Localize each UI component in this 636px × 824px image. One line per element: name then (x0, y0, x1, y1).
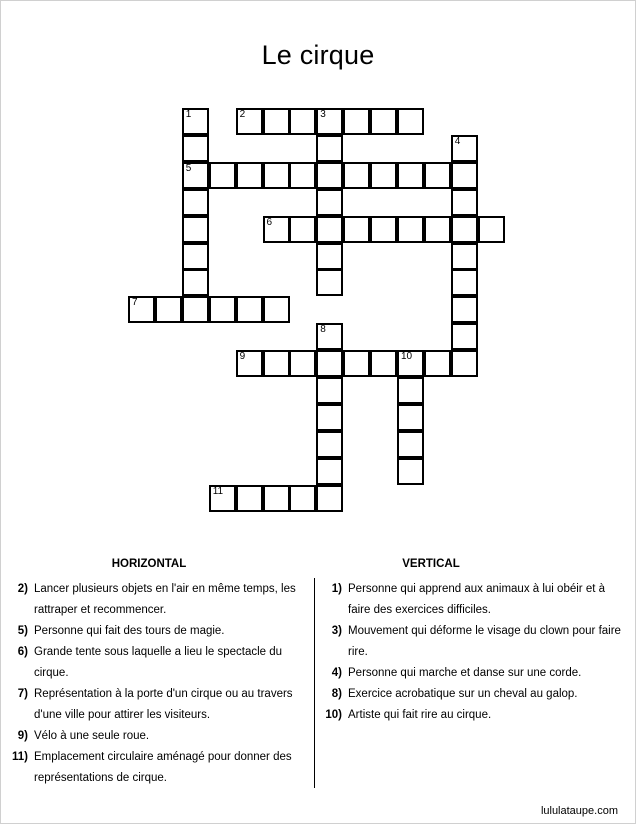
grid-cell[interactable] (316, 377, 343, 404)
clue-number: 8) (331, 688, 342, 700)
grid-cell[interactable] (316, 189, 343, 216)
grid-cell[interactable] (236, 162, 263, 189)
grid-cell[interactable] (451, 296, 478, 323)
grid-cell[interactable] (316, 108, 343, 135)
clue-text: Mouvement qui déforme le visage du clown pour faire rire. (348, 625, 621, 658)
clue-text: Personne qui fait des tours de magie. (34, 625, 225, 637)
grid-cell[interactable] (316, 458, 343, 485)
grid-cell[interactable] (236, 108, 263, 135)
clue-number-label: 5 (185, 162, 192, 174)
grid-cell[interactable] (316, 323, 343, 350)
horizontal-clues (8, 558, 313, 789)
clue-item (8, 579, 313, 621)
grid-cell[interactable] (343, 162, 370, 189)
column-divider (314, 578, 315, 788)
grid-cell[interactable] (370, 162, 397, 189)
grid-cell[interactable] (316, 243, 343, 270)
grid-cell[interactable] (397, 162, 424, 189)
grid-cell[interactable] (343, 350, 370, 377)
grid-cell[interactable] (236, 485, 263, 512)
clue-number-label: 6 (266, 216, 273, 228)
grid-cell[interactable] (397, 216, 424, 243)
clue-number-label: 3 (320, 109, 326, 120)
grid-cell[interactable] (316, 404, 343, 431)
clue-text: Personne qui apprend aux animaux à lui obéir et à faire des exercices difficiles. (348, 583, 606, 616)
clue-text: Lancer plusieurs objets en l'air en même temps, les rattraper et recommencer. (34, 583, 296, 616)
grid-cell[interactable] (316, 485, 343, 512)
grid-cell[interactable] (316, 135, 343, 162)
grid-cell[interactable] (343, 108, 370, 135)
grid-cell[interactable] (316, 350, 343, 377)
vertical-clues (322, 558, 630, 726)
grid-cell[interactable] (182, 189, 209, 216)
grid-cell[interactable] (236, 350, 263, 377)
clue-item (8, 684, 313, 726)
grid-cell[interactable] (316, 431, 343, 458)
grid-cell[interactable] (478, 216, 505, 243)
clue-text: Représentation à la porte d'un cirque ou au travers d'une ville pour attirer les visiteurs. (34, 688, 293, 721)
grid-cell[interactable] (451, 269, 478, 296)
clue-item (322, 663, 630, 684)
clue-number: 5) (17, 625, 28, 637)
clue-number: 3) (331, 625, 342, 637)
grid-cell[interactable] (263, 108, 290, 135)
clue-number: 6) (17, 646, 28, 658)
clue-text: Emplacement circulaire aménagé pour donner des représentations de cirque. (34, 751, 292, 784)
grid-cell[interactable] (397, 350, 424, 377)
grid-cell[interactable] (182, 108, 209, 135)
grid-cell[interactable] (397, 377, 424, 404)
grid-cell[interactable] (451, 216, 478, 243)
clue-number-label: 10 (401, 351, 413, 363)
clue-number-label: 4 (454, 135, 461, 147)
grid-cell[interactable] (182, 162, 209, 189)
grid-cell[interactable] (397, 458, 424, 485)
grid-cell[interactable] (155, 296, 182, 323)
grid-cell[interactable] (263, 485, 290, 512)
horizontal-heading: HORIZONTAL (111, 558, 187, 570)
grid-cell[interactable] (289, 216, 316, 243)
grid-cell[interactable] (289, 162, 316, 189)
clue-text: Grande tente sous laquelle a lieu le spectacle du cirque. (34, 646, 283, 679)
clue-text: Exercice acrobatique sur un cheval au galop. (348, 688, 578, 700)
grid-cell[interactable] (182, 135, 209, 162)
grid-cell[interactable] (343, 216, 370, 243)
grid-cell[interactable] (451, 350, 478, 377)
clue-item (322, 579, 630, 621)
clue-text: Personne qui marche et danse sur une corde. (348, 667, 582, 679)
grid-cell[interactable] (397, 431, 424, 458)
clue-number: 1) (331, 583, 342, 595)
clue-number-label: 11 (212, 485, 224, 497)
grid-cell[interactable] (451, 323, 478, 350)
clue-item (8, 621, 313, 642)
clue-number-label: 2 (239, 109, 246, 120)
grid-cell[interactable] (370, 108, 397, 135)
grid-cell[interactable] (263, 162, 290, 189)
grid-cell[interactable] (289, 485, 316, 512)
grid-cell[interactable] (182, 243, 209, 270)
grid-cell[interactable] (451, 189, 478, 216)
grid-cell[interactable] (316, 162, 343, 189)
grid-cell[interactable] (182, 269, 209, 296)
grid-cell[interactable] (316, 216, 343, 243)
grid-cell[interactable] (182, 296, 209, 323)
clue-item (8, 747, 313, 789)
clue-number-label: 7 (132, 297, 138, 309)
grid-cell[interactable] (397, 108, 424, 135)
vertical-heading: VERTICAL (402, 558, 460, 570)
grid-cell[interactable] (451, 162, 478, 189)
clue-number: 2) (17, 583, 28, 595)
grid-cell[interactable] (424, 216, 451, 243)
clue-item (8, 642, 313, 684)
grid-cell[interactable] (236, 296, 263, 323)
page-title: Le cirque (261, 40, 375, 70)
grid-cell[interactable] (370, 350, 397, 377)
clue-item (8, 726, 313, 747)
clue-number: 11) (12, 751, 28, 763)
grid-cell[interactable] (451, 243, 478, 270)
grid-cell[interactable] (289, 350, 316, 377)
clue-item (322, 684, 630, 705)
grid-cell[interactable] (263, 216, 290, 243)
grid-cell[interactable] (451, 135, 478, 162)
grid-cell[interactable] (424, 350, 451, 377)
clue-item (322, 705, 630, 726)
clue-number: 10) (325, 709, 342, 721)
clue-number: 9) (17, 730, 28, 742)
grid-cell[interactable] (263, 296, 290, 323)
grid-cell[interactable] (209, 162, 236, 189)
clue-text: Vélo à une seule roue. (34, 730, 150, 742)
site-credit: lululataupe.com (540, 805, 618, 817)
grid-cell[interactable] (209, 485, 236, 512)
grid-cell[interactable] (397, 404, 424, 431)
grid-cell[interactable] (209, 296, 236, 323)
clue-number-label: 8 (320, 324, 326, 336)
clue-text: Artiste qui fait rire au cirque. (348, 709, 492, 721)
grid-cell[interactable] (370, 216, 397, 243)
grid-cell[interactable] (424, 162, 451, 189)
grid-cell[interactable] (182, 216, 209, 243)
clue-item (322, 621, 630, 663)
clue-number-label: 1 (185, 109, 192, 120)
grid-cell[interactable] (263, 350, 290, 377)
clue-number: 7) (17, 688, 28, 700)
grid-cell[interactable] (128, 296, 155, 323)
grid-cell[interactable] (316, 269, 343, 296)
grid-cell[interactable] (289, 108, 316, 135)
clue-number: 4) (331, 667, 342, 679)
clue-number-label: 9 (239, 351, 246, 363)
